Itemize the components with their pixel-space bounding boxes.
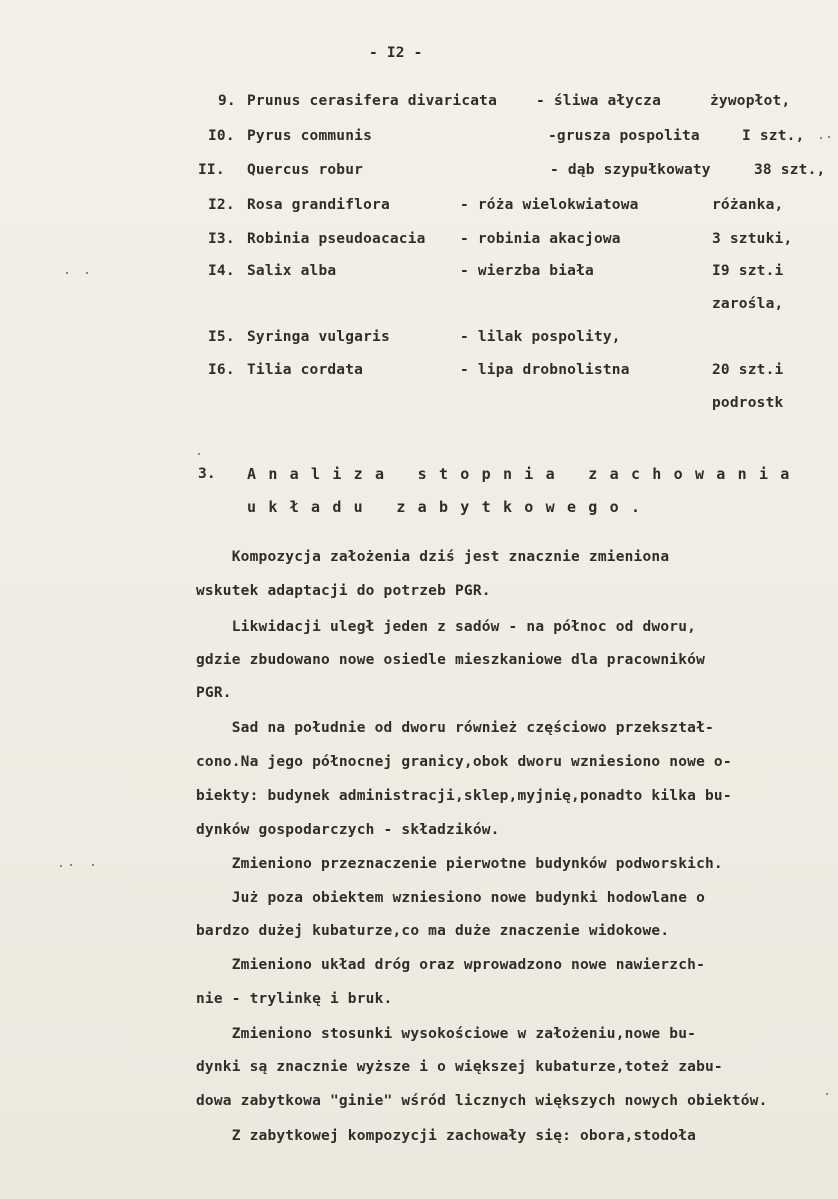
body-line: PGR. xyxy=(196,685,232,701)
body-line: Likwidacji uległ jeden z sadów - na północ od dworu, xyxy=(196,619,697,635)
body-line: Zmieniono stosunki wysokościowe w założeniu,nowe bu- xyxy=(196,1026,697,1042)
section-title-line2: układu zabytkowego. xyxy=(247,498,653,516)
list-item-polish: - lipa drobnolistna xyxy=(460,362,630,378)
list-item-latin: Prunus cerasifera divaricata xyxy=(247,93,498,109)
list-item-note: 3 sztuki, xyxy=(712,231,793,247)
list-item-latin: Pyrus communis xyxy=(247,128,373,144)
list-item-number: I5. xyxy=(208,329,235,345)
list-item-latin: Rosa grandiflora xyxy=(247,197,390,213)
body-line: Z zabytkowej kompozycji zachowały się: obora,stodoła xyxy=(196,1128,697,1144)
body-line: Sad na południe od dworu również częściowo przekształ- xyxy=(196,720,714,736)
list-item-number: I2. xyxy=(208,197,235,213)
list-item-latin: Salix alba xyxy=(247,263,337,279)
list-item-latin: Robinia pseudoacacia xyxy=(247,231,426,247)
list-item-note: I9 szt.i xyxy=(712,263,784,279)
list-item-polish: - robinia akacjowa xyxy=(460,231,621,247)
body-line: dowa zabytkowa "ginie" wśród licznych większych nowych obiektów. xyxy=(196,1093,768,1109)
section-title-line1: Analiza stopnia zachowania xyxy=(247,465,802,483)
list-item-number: 9. xyxy=(218,93,236,109)
body-line: nie - trylinkę i bruk. xyxy=(196,991,393,1007)
body-line: bardzo dużej kubaturze,co ma duże znaczenie widokowe. xyxy=(196,923,670,939)
list-item-number: I0. xyxy=(208,128,235,144)
list-item-number: II. xyxy=(198,162,225,178)
body-line: wskutek adaptacji do potrzeb PGR. xyxy=(196,583,491,599)
list-item-polish: - wierzba biała xyxy=(460,263,594,279)
list-item-number: I6. xyxy=(208,362,235,378)
body-line: Już poza obiektem wzniesiono nowe budynki hodowlane o xyxy=(196,890,705,906)
list-item-latin: Quercus robur xyxy=(247,162,364,178)
list-item-number: I3. xyxy=(208,231,235,247)
body-line: Zmieniono przeznaczenie pierwotne budynków podworskich. xyxy=(196,856,723,872)
list-item-polish: -grusza pospolita xyxy=(548,128,700,144)
list-item-polish: - dąb szypułkowaty xyxy=(550,162,711,178)
list-item-note-continued: podrostk xyxy=(712,395,784,411)
body-line: dynków gospodarczych - składzików. xyxy=(196,822,500,838)
list-item-note-continued: zarośla, xyxy=(712,296,784,312)
body-line: dynki są znacznie wyższe i o większej kubaturze,toteż zabu- xyxy=(196,1059,723,1075)
body-line: biekty: budynek administracji,sklep,myjnię,ponadto kilka bu- xyxy=(196,788,732,804)
list-item-latin: Syringa vulgaris xyxy=(247,329,390,345)
section-number: 3. xyxy=(198,466,216,482)
list-item-polish: - róża wielokwiatowa xyxy=(460,197,639,213)
page-number: - I2 - xyxy=(369,45,423,61)
list-item-number: I4. xyxy=(208,263,235,279)
list-item-note: różanka, xyxy=(712,197,784,213)
list-item-polish: - śliwa ałycza xyxy=(536,93,662,109)
body-line: gdzie zbudowano nowe osiedle mieszkaniowe dla pracowników xyxy=(196,652,705,668)
body-line: Kompozycja założenia dziś jest znacznie zmieniona xyxy=(196,549,670,565)
list-item-latin: Tilia cordata xyxy=(247,362,364,378)
list-item-note: I szt., xyxy=(742,128,805,144)
list-item-polish: - lilak pospolity, xyxy=(460,329,621,345)
list-item-note: żywopłot, xyxy=(710,93,791,109)
list-item-note: 38 szt., xyxy=(754,162,826,178)
body-line: Zmieniono układ dróg oraz wprowadzono nowe nawierzch- xyxy=(196,957,705,973)
list-item-note: 20 szt.i xyxy=(712,362,784,378)
body-line: cono.Na jego północnej granicy,obok dworu wzniesiono nowe o- xyxy=(196,754,732,770)
